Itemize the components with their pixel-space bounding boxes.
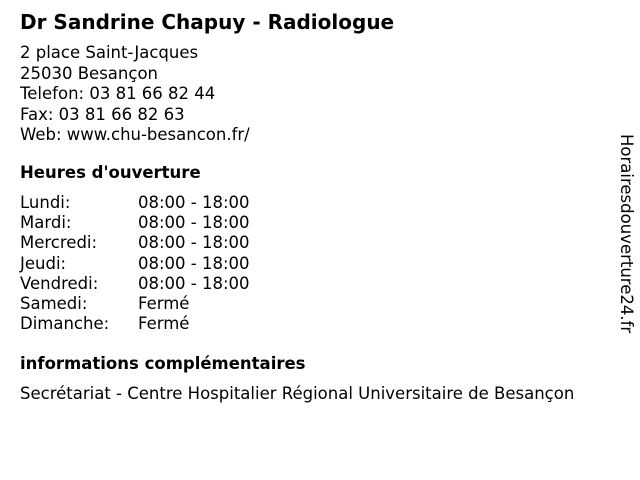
- hours-day: Jeudi:: [20, 253, 67, 273]
- hours-time: 08:00 - 18:00: [138, 253, 250, 273]
- hours-time: 08:00 - 18:00: [138, 273, 250, 293]
- hours-row: [20, 213, 320, 233]
- hours-time: 08:00 - 18:00: [138, 233, 250, 253]
- hours-day: Mardi:: [20, 213, 72, 233]
- hours-day: Lundi:: [20, 193, 71, 212]
- site-watermark: Horairesdouverture24.fr: [617, 134, 636, 334]
- fax-line: Fax: 03 81 66 82 63: [20, 104, 185, 124]
- hours-time: 08:00 - 18:00: [138, 193, 250, 212]
- hours-row: [20, 314, 320, 334]
- hours-row: [20, 193, 320, 213]
- phone-line: Telefon: 03 81 66 82 44: [20, 84, 216, 103]
- hours-row: [20, 233, 320, 253]
- hours-day: Samedi:: [20, 293, 88, 313]
- opening-hours-heading: Heures d'ouverture: [20, 163, 201, 182]
- street-address: 2 place Saint-Jacques: [20, 43, 199, 62]
- hours-row: [20, 294, 320, 314]
- hours-row: [20, 254, 320, 274]
- web-line: Web: www.chu-besancon.fr/: [20, 125, 250, 144]
- city-line: 25030 Besançon: [20, 63, 158, 83]
- additional-info-text: Secrétariat - Centre Hospitalier Régional Universitaire de Besançon: [20, 384, 575, 403]
- page-title: Dr Sandrine Chapuy - Radiologue: [20, 10, 395, 34]
- hours-time: 08:00 - 18:00: [138, 213, 250, 233]
- address-block: [20, 43, 250, 146]
- hours-time: Fermé: [138, 314, 190, 334]
- hours-row: [20, 274, 320, 294]
- hours-time: Fermé: [138, 293, 190, 313]
- opening-hours-table: [20, 193, 320, 334]
- hours-day: Dimanche:: [20, 314, 110, 334]
- hours-day: Vendredi:: [20, 273, 99, 293]
- hours-day: Mercredi:: [20, 233, 98, 253]
- additional-info-heading: informations complémentaires: [20, 354, 306, 373]
